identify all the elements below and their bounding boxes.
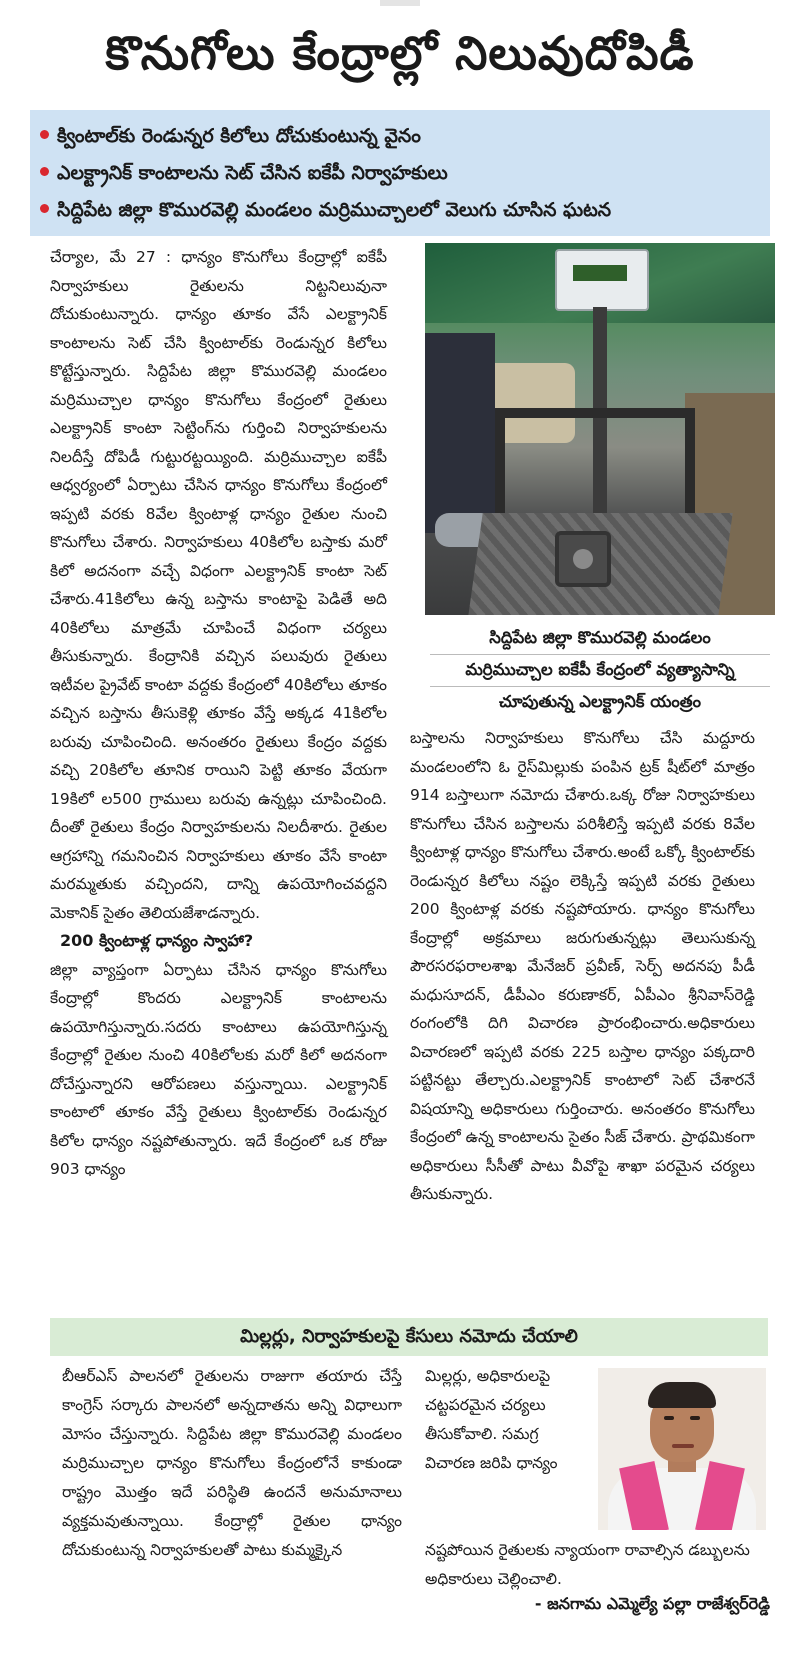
caption-line: సిద్దిపేట జిల్లా కొమురవెల్లి మండలం: [489, 628, 711, 647]
bullet-icon: [40, 204, 49, 213]
subhead-item: [40, 157, 765, 189]
article-subheading: 200 క్వింటాళ్ల ధాన్యం స్వాహా?: [60, 931, 254, 950]
box-middle-column: [425, 1362, 585, 1478]
subhead-text: సిద్దిపేట జిల్లా కొమురవెల్లి మండలం మర్రిముచ్చాలలో వెలుగు చూసిన ఘటన: [57, 199, 612, 221]
quote-attribution: - జనగామ ఎమ్మెల్యే పల్లా రాజేశ్వర్‌రెడ్డి: [534, 1594, 770, 1613]
box-paragraph: బీఆర్‌ఎస్ పాలనలో రైతులను రాజుగా తయారు చేస్తే కాంగ్రెస్ సర్కారు పాలనలో అన్నదాతను అన్ని విధాలుగా మోసం చేస్తున్నారు. సిద్దిపేట జిల్లా కొమురవెల్లి మండలం మర్రిముచ్చాల ధాన్యం కొనుగోలు కేంద్రంలోనే కాకుండా రాష్ట్రం మొత్తం ఇదే పరిస్థితి ఉందనే అనుమానాలు వ్యక్తమవుతున్నాయి. కేంద్రాల్లో రైతుల ధాన్యం దోచుకుంటున్న నిర్వాహకులతో పాటు కుమ్మక్కైన: [62, 1367, 402, 1559]
article-paragraph: చేర్యాల, మే 27 : ధాన్యం కొనుగోలు కేంద్రాల్లో ఐకేపీ నిర్వాహకులు రైతులను నిట్టనిలువునా దోచుకుంటున్నారు. ధాన్యం తూకం వేసే ఎలక్ట్రానిక్ కాంటాలను సెట్ చేసి క్వింటాల్‌కు రెండున్నర కిలోలు కొట్టేస్తున్నారు. సిద్దిపేట జిల్లా కొమురవెల్లి మండలం మర్రిముచ్చాల ధాన్యం కొనుగోలు కేంద్రంలో రైతులు ఎలక్ట్రానిక్ కాంటా సెట్టింగ్‌ను గుర్తించి నిర్వాహకులను నిలదీస్తే దోపిడీ గుట్టురట్టయ్యింది. మర్రిముచ్చాల ఐకేపీ ఆధ్వర్యంలో ఏర్పాటు చేసిన ధాన్యం కొనుగోలు కేంద్రంలో ఇప్పటి వరకు 8వేల క్వింటాళ్ల ధాన్యం రైతుల నుంచి కొనుగోలు చేశారు. నిర్వాహకులు 40కిలోల బస్తాకు మరో కిలో అదనంగా వచ్చే విధంగా ఎలక్ట్రానిక్ కాంటా సెట్ చేశారు.41కిలోలు ఉన్న బస్తాను కాంటాపై పెడితే అది 40కిలోలు మాత్రమే చూపించే విధంగా చర్యలు తీసుకున్నారు. కేంద్రానికి వచ్చిన పలువురు రైతులు ఇటీవల ప్రైవేట్ కాంటా వద్దకు కేంద్రంలో 40కిలోలు తూకం వచ్చిన బస్తాను తీసుకెళ్లి తూకం వేస్తే అక్కడ 41కిలోల బరువు చూపించింది. అనంతరం రైతులు కేంద్రం వద్దకు వచ్చి 20కిలోల తూనిక రాయిని పెట్టి తూకం వేయగా 19కిలో ల500 గ్రాములు బరువు ఉన్నట్లు చూపించింది. దీంతో రైతులు కేంద్రం నిర్వాహకులను నిలదీశారు. రైతుల ఆగ్రహాన్ని గమనించిన నిర్వాహకులు తూకం వేసే కాంటా మరమ్మతుకు వచ్చిందని, దాన్ని ఉపయోగించవద్దని మెకానిక్ సైతం తెలియజేశాడన్నారు.: [50, 248, 387, 922]
subhead-box: [30, 110, 770, 236]
bullet-icon: [40, 167, 49, 176]
box-heading: మిల్లర్లు, నిర్వాహకులపై కేసులు నమోదు చేయాలి: [50, 1318, 768, 1356]
article-paragraph: జిల్లా వ్యాప్తంగా ఏర్పాటు చేసిన ధాన్యం కొనుగోలు కేంద్రాల్లో కొందరు ఎలక్ట్రానిక్ కాంటాలను ఉపయోగిస్తున్నారు.సదరు కాంటాలు ఉపయోగిస్తున్న కేంద్రాల్లో రైతుల నుంచి 40కిలోలకు మరో కిలో అదనంగా దోచేస్తున్నారని ఆరోపణలు వస్తున్నాయి. ఎలక్ట్రానిక్ కాంటాలో తూకం వేస్తే రైతులు క్వింటాల్‌కు రెండున్నర కిలోల ధాన్యం నష్టపోతున్నారు. ఇదే కేంద్రంలో ఒక రోజు 903 ధాన్యం: [50, 960, 387, 1178]
caption-line: మర్రిముచ్చాల ఐకేపీ కేంద్రంలో వ్యత్యాసాన్ని: [465, 660, 735, 679]
box-left-column: [62, 1362, 402, 1565]
box-tail-text: [425, 1536, 760, 1594]
weighing-scale-photo: [425, 243, 775, 615]
caption-divider: [430, 654, 770, 655]
article-left-column: [50, 243, 387, 1184]
photo-caption: [425, 622, 775, 718]
caption-line: చూపుతున్న ఎలక్ట్రానిక్ యంత్రం: [498, 692, 701, 711]
subhead-text: క్వింటాల్‌కు రెండున్నర కిలోలు దోచుకుంటున్న వైనం: [57, 125, 421, 147]
subhead-item: [40, 194, 765, 226]
subhead-item: [40, 120, 765, 152]
caption-divider: [430, 686, 770, 687]
box-paragraph: మిల్లర్లు, అధికారులపై చట్టపరమైన చర్యలు తీసుకోవాలి. సమగ్ర విచారణ జరిపి ధాన్యం: [425, 1367, 558, 1472]
bullet-icon: [40, 130, 49, 139]
mla-portrait-photo: [598, 1368, 766, 1530]
box-paragraph: నష్టపోయిన రైతులకు న్యాయంగా రావాల్సిన డబ్బులను అధికారులు చెల్లించాలి.: [425, 1541, 750, 1588]
article-right-column: [410, 724, 755, 1209]
page-fold-mark: [380, 0, 420, 6]
headline: కొనుగోలు కేంద్రాల్లో నిలువుదోపిడీ: [105, 26, 695, 80]
article-paragraph: బస్తాలను నిర్వాహకులు కొనుగోలు చేసి మద్దూరు మండలంలోని ఓ రైస్‌మిల్లుకు పంపిన ట్రక్ షీట్‌లో మాత్రం 914 బస్తాలుగా నమోదు చేశారు.ఒక్క రోజు నిర్వాహకులు కొనుగోలు చేసిన బస్తాలను పరిశీలిస్తే ఇప్పటి వరకు 8వేల క్వింటాళ్ల ధాన్యం కొనుగోలు చేశారు.అంటే ఒక్కో క్వింటాల్‌కు రెండున్నర కిలోలు నష్టం లెక్కిస్తే ఇప్పటి వరకు రైతులు 200 క్వింటాళ్ల వరకు నష్టపోయారు. ధాన్యం కొనుగోలు కేంద్రాల్లో అక్రమాలు జరుగుతున్నట్లు తెలుసుకున్న పౌరసరఫరాలశాఖ మేనేజర్ ప్రవీణ్, సెర్ప్ అదనపు పీడీ మధుసూదన్, డీపీఎం కరుణాకర్, ఏపీఎం శ్రీనివాస్‌రెడ్డి రంగంలోకి దిగి విచారణ ప్రారంభించారు.అధికారులు విచారణలో ఇప్పటి వరకు 225 బస్తాల ధాన్యం పక్కదారి పట్టినట్టు తేల్చారు.ఎలక్ట్రానిక్ కాంటాలో సెట్ చేశారనే విషయాన్ని అధికారులు గుర్తించారు. అనంతరం కొనుగోలు కేంద్రంలో ఉన్న కాంటాలను సైతం సీజ్ చేశారు. ప్రాథమికంగా అధికారులు సీసీతో పాటు వీవోపై శాఖా పరమైన చర్యలు తీసుకున్నారు.: [410, 729, 755, 1203]
subhead-text: ఎలక్ట్రానిక్ కాంటాలను సెట్ చేసిన ఐకేపీ నిర్వాహకులు: [57, 162, 448, 184]
